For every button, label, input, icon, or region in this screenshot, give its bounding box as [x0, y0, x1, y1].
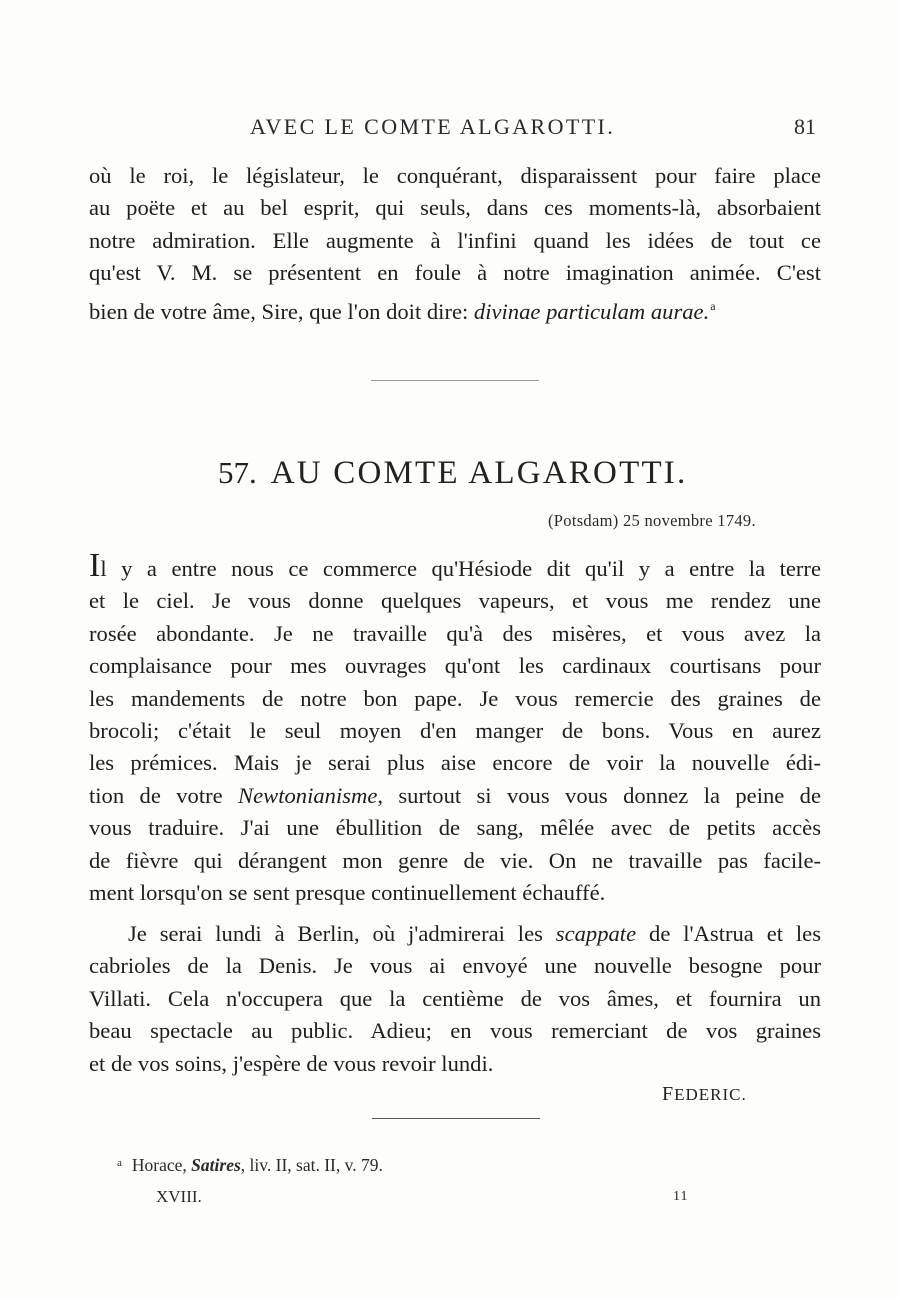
- text-segment: Je serai lundi à Berlin, où j'admirerai les: [128, 921, 556, 946]
- signature-initial: F: [662, 1083, 675, 1105]
- text-line: et de vos soins, j'espère de vous revoir lundi.: [89, 1050, 494, 1076]
- text-segment: l y a entre nous ce commerce qu'Hésiode dit qu'il y a entre la terre: [100, 556, 821, 581]
- text-line: brocoli; c'était le seul moyen d'en manger de bons. Vous en aurez: [89, 717, 821, 743]
- running-head: [0, 114, 900, 144]
- text-line: beau spectacle au public. Adieu; en vous remerciant de vos graines: [89, 1018, 821, 1044]
- text-line: cabrioles de la Denis. Je vous ai envoyé une nouvelle besogne pour: [89, 953, 821, 979]
- text-line: qu'est V. M. se présentent en foule à notre imagination animée. C'est: [89, 260, 821, 286]
- text-line: de fièvre qui dérangent mon genre de vie. On ne travaille pas facile-: [89, 847, 821, 873]
- drop-cap: I: [89, 547, 101, 584]
- text-line: où le roi, le législateur, le conquérant, disparaissent pour faire place: [89, 163, 821, 188]
- letter-paragraph-1: [89, 547, 822, 909]
- text-line: [89, 918, 821, 950]
- text-line: au poëte et au bel esprit, qui seuls, dans ces moments-là, absorbaient: [89, 195, 821, 221]
- text-line: [89, 547, 821, 585]
- footnote: [117, 1155, 383, 1176]
- footnote-author: Horace,: [131, 1155, 192, 1175]
- text-line: complaisance pour mes ouvrages qu'ont les cardinaux courtisans pour: [89, 653, 821, 679]
- letter-title: AU COMTE ALGAROTTI.: [270, 455, 688, 491]
- text-line: [89, 780, 821, 812]
- signature-rest: EDERIC.: [674, 1085, 747, 1104]
- letter-paragraph-2: [89, 918, 821, 1080]
- footnote-reference: a: [710, 298, 716, 313]
- signature-mark: XVIII.: [156, 1187, 202, 1206]
- text-line: Villati. Cela n'occupera que la centième de vos âmes, et fournira un: [89, 985, 821, 1011]
- dateline: (Potsdam) 25 novembre 1749.: [548, 511, 756, 530]
- text-line: et le ciel. Je vous donne quelques vapeurs, et vous me rendez une: [89, 588, 821, 614]
- running-title: AVEC LE COMTE ALGAROTTI.: [250, 114, 616, 139]
- text-line: ment lorsqu'on se sent presque continuellement échauffé.: [89, 879, 606, 905]
- letter-number: 57.: [218, 455, 257, 490]
- text-line: les prémices. Mais je serai plus aise encore de voir la nouvelle édi-: [89, 750, 821, 776]
- text-line: notre admiration. Elle augmente à l'infini quand les idées de tout ce: [89, 227, 821, 253]
- footnote-reference-text: , liv. II, sat. II, v. 79.: [240, 1155, 383, 1175]
- text-line: les mandements de notre bon pape. Je vous remercie des graines de: [89, 685, 821, 711]
- page-number: 81: [794, 114, 816, 139]
- italic-term: scappate: [555, 921, 637, 946]
- text-segment: tion de votre: [89, 782, 239, 808]
- text-line: vous traduire. J'ai une ébullition de sang, mêlée avec de petits accès: [89, 815, 821, 841]
- text-line: rosée abondante. Je ne travaille qu'à des misères, et vous avez la: [89, 620, 821, 646]
- footnote-work: Satires: [191, 1155, 241, 1175]
- footnote-marker: a: [117, 1157, 122, 1169]
- section-divider: [371, 380, 539, 381]
- book-title: Newtonianisme: [238, 782, 378, 808]
- text-segment: bien de votre âme, Sire, que l'on doit dire:: [89, 298, 474, 324]
- sheet-number: 11: [673, 1189, 689, 1204]
- continuation-paragraph: [89, 160, 821, 322]
- end-divider: [372, 1118, 540, 1119]
- text-segment: , surtout si vous vous donnez la peine de: [377, 782, 822, 808]
- signature: [662, 1083, 747, 1106]
- latin-quotation: divinae particulam aurae.: [473, 298, 710, 324]
- text-segment: de l'Astrua et les: [636, 921, 821, 946]
- text-line: [89, 290, 821, 322]
- letter-heading: [218, 455, 687, 492]
